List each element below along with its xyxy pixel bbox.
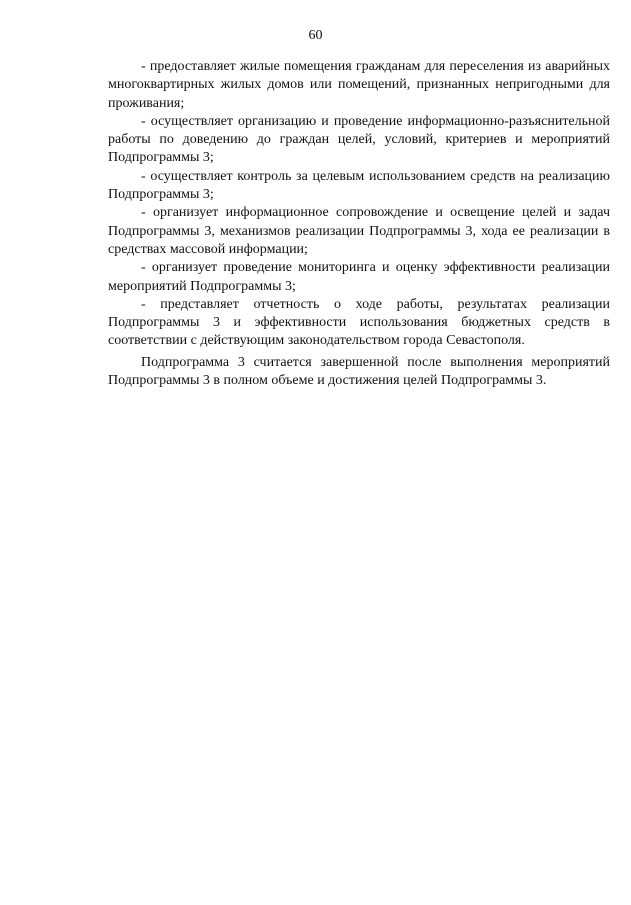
paragraph-monitoring: - организует проведение мониторинга и оценку эффективности реализации мероприятий Подпрограммы 3; bbox=[108, 260, 610, 294]
paragraph-reporting: - представляет отчетность о ходе работы, результатах реализации Подпрограммы 3 и эффективности использования бюджетных средств в соответствии с действующим законодательством города Севастополя. bbox=[108, 296, 610, 349]
paragraph-funds-control: - осуществляет контроль за целевым использованием средств на реализацию Подпрограммы 3; bbox=[108, 168, 610, 203]
page-number: 60 bbox=[308, 28, 323, 43]
paragraph-media-coverage: - организует информационное сопровождение и освещение целей и задач Подпрограммы 3, механизмов реализации Подпрограммы 3, хода ее реализации в средствах массовой информации; bbox=[108, 205, 610, 257]
document-body bbox=[108, 58, 610, 390]
paragraph-completion: Подпрограмма 3 считается завершенной после выполнения мероприятий Подпрограммы 3 в полном объеме и достижения целей Подпрограммы 3. bbox=[108, 354, 610, 389]
paragraph-housing-provision: - предоставляет жилые помещения гражданам для переселения из аварийных многоквартирных жилых домов или помещений, признанных непригодными для проживания; bbox=[108, 59, 610, 111]
paragraph-information-work: - осуществляет организацию и проведение информационно-разъяснительной работы по доведению до граждан целей, условий, критериев и мероприятий Подпрограммы 3; bbox=[108, 113, 610, 166]
